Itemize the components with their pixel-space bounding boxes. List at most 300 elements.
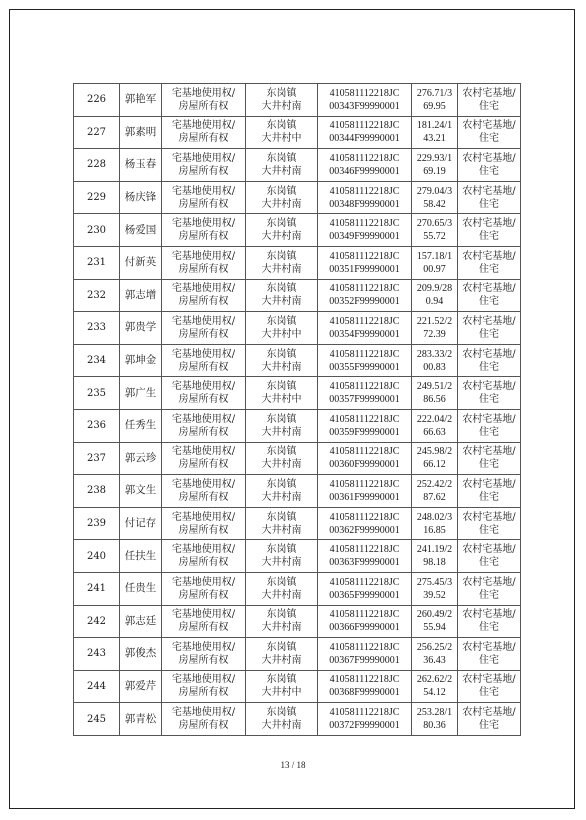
unit-code-cell [318, 116, 412, 149]
area-line: 260.49/2 [416, 609, 453, 621]
location-line: 东岗镇 [266, 250, 297, 262]
unit-code-line: 410581112218JC [329, 348, 400, 360]
right-type-cell [162, 246, 246, 279]
usage-line: 住宅 [479, 654, 499, 666]
location-line: 大井村南 [261, 100, 302, 112]
area-line: 55.72 [423, 231, 446, 243]
unit-code-line: 410581112218JC [329, 87, 400, 99]
usage-line: 住宅 [479, 361, 499, 373]
usage-cell [458, 670, 521, 703]
location-line: 大井村中 [261, 394, 302, 406]
usage-line: 住宅 [479, 100, 499, 112]
area-line: 283.33/2 [416, 348, 453, 360]
unit-code-line: 00365F99990001 [329, 589, 400, 601]
location-line: 东岗镇 [266, 348, 297, 360]
area-cell [412, 246, 458, 279]
unit-code-line: 410581112218JC [329, 413, 400, 425]
right-type-line: 宅基地使用权/ [171, 511, 236, 523]
area-line: 0.94 [425, 296, 444, 308]
usage-cell [458, 409, 521, 442]
right-type-line: 宅基地使用权/ [171, 544, 236, 556]
location-line: 东岗镇 [266, 674, 297, 686]
right-type-line: 宅基地使用权/ [171, 152, 236, 164]
owner-name-cell: 任扶生 [120, 540, 162, 573]
area-line: 66.63 [423, 426, 446, 438]
usage-cell [458, 507, 521, 540]
owner-name-cell: 郭贵学 [120, 312, 162, 345]
owner-name-cell: 任贵生 [120, 572, 162, 605]
location-cell [246, 312, 318, 345]
usage-line: 住宅 [479, 557, 499, 569]
area-line: 252.42/2 [416, 478, 453, 490]
usage-cell [458, 442, 521, 475]
serial-number-cell: 230 [74, 214, 120, 247]
unit-code-line: 00359F99990001 [329, 426, 400, 438]
table-row [74, 638, 521, 671]
location-cell [246, 540, 318, 573]
right-type-line: 宅基地使用权/ [171, 315, 236, 327]
location-line: 大井村南 [261, 426, 302, 438]
usage-cell [458, 246, 521, 279]
usage-line: 农村宅基地/ [462, 87, 516, 99]
location-line: 大井村南 [261, 589, 302, 601]
unit-code-line: 00362F99990001 [329, 524, 400, 536]
location-line: 东岗镇 [266, 609, 297, 621]
unit-code-line: 410581112218JC [329, 641, 400, 653]
usage-cell [458, 572, 521, 605]
owner-name-cell: 郭青松 [120, 703, 162, 736]
unit-code-cell [318, 442, 412, 475]
serial-number-cell: 231 [74, 246, 120, 279]
location-cell [246, 181, 318, 214]
usage-line: 住宅 [479, 165, 499, 177]
usage-line: 农村宅基地/ [462, 609, 516, 621]
location-line: 东岗镇 [266, 283, 297, 295]
usage-line: 农村宅基地/ [462, 707, 516, 719]
right-type-cell [162, 540, 246, 573]
unit-code-cell [318, 605, 412, 638]
area-cell [412, 214, 458, 247]
location-cell [246, 409, 318, 442]
area-line: 98.18 [423, 557, 446, 569]
table-row [74, 572, 521, 605]
area-line: 86.56 [423, 394, 446, 406]
right-type-line: 房屋所有权 [178, 165, 229, 177]
unit-code-line: 00366F99990001 [329, 622, 400, 634]
usage-line: 住宅 [479, 328, 499, 340]
serial-number-cell: 227 [74, 116, 120, 149]
table-row [74, 475, 521, 508]
usage-line: 住宅 [479, 720, 499, 732]
location-cell [246, 279, 318, 312]
right-type-cell [162, 84, 246, 117]
serial-number-cell: 244 [74, 670, 120, 703]
area-cell [412, 377, 458, 410]
location-line: 大井村南 [261, 296, 302, 308]
area-line: 157.18/1 [416, 250, 453, 262]
location-line: 大井村南 [261, 459, 302, 471]
table-row [74, 312, 521, 345]
unit-code-line: 410581112218JC [329, 511, 400, 523]
unit-code-cell [318, 409, 412, 442]
usage-line: 住宅 [479, 491, 499, 503]
usage-line: 住宅 [479, 622, 499, 634]
usage-cell [458, 703, 521, 736]
serial-number-cell: 238 [74, 475, 120, 508]
area-cell [412, 475, 458, 508]
serial-number-cell: 237 [74, 442, 120, 475]
area-line: 16.85 [423, 524, 446, 536]
owner-name-cell: 付新英 [120, 246, 162, 279]
unit-code-line: 410581112218JC [329, 576, 400, 588]
area-cell [412, 312, 458, 345]
owner-name-cell: 郭坤金 [120, 344, 162, 377]
area-cell [412, 605, 458, 638]
right-type-cell [162, 605, 246, 638]
table-row [74, 84, 521, 117]
unit-code-cell [318, 214, 412, 247]
area-line: 00.97 [423, 263, 446, 275]
usage-line: 农村宅基地/ [462, 152, 516, 164]
location-line: 东岗镇 [266, 152, 297, 164]
unit-code-cell [318, 279, 412, 312]
right-type-line: 房屋所有权 [178, 296, 229, 308]
location-line: 东岗镇 [266, 87, 297, 99]
unit-code-cell [318, 181, 412, 214]
unit-code-line: 410581112218JC [329, 218, 400, 230]
location-line: 大井村南 [261, 198, 302, 210]
right-type-line: 宅基地使用权/ [171, 674, 236, 686]
table-row [74, 670, 521, 703]
unit-code-cell [318, 572, 412, 605]
usage-cell [458, 181, 521, 214]
right-type-line: 房屋所有权 [178, 263, 229, 275]
table-row [74, 344, 521, 377]
location-line: 东岗镇 [266, 478, 297, 490]
serial-number-cell: 226 [74, 84, 120, 117]
right-type-line: 房屋所有权 [178, 557, 229, 569]
location-cell [246, 442, 318, 475]
usage-line: 住宅 [479, 687, 499, 699]
table-row [74, 116, 521, 149]
area-cell [412, 181, 458, 214]
right-type-cell [162, 442, 246, 475]
usage-line: 农村宅基地/ [462, 250, 516, 262]
right-type-line: 宅基地使用权/ [171, 218, 236, 230]
usage-line: 住宅 [479, 426, 499, 438]
usage-line: 住宅 [479, 198, 499, 210]
area-line: 00.83 [423, 361, 446, 373]
area-line: 241.19/2 [416, 544, 453, 556]
location-cell [246, 670, 318, 703]
usage-line: 农村宅基地/ [462, 576, 516, 588]
area-line: 275.45/3 [416, 576, 453, 588]
table-row [74, 605, 521, 638]
area-line: 253.28/1 [416, 707, 453, 719]
table-body [74, 84, 521, 736]
right-type-line: 房屋所有权 [178, 720, 229, 732]
unit-code-line: 410581112218JC [329, 250, 400, 262]
table-row [74, 279, 521, 312]
area-line: 262.62/2 [416, 674, 453, 686]
unit-code-line: 00352F99990001 [329, 296, 400, 308]
owner-name-cell: 郭文生 [120, 475, 162, 508]
usage-line: 农村宅基地/ [462, 185, 516, 197]
usage-line: 农村宅基地/ [462, 641, 516, 653]
unit-code-cell [318, 507, 412, 540]
serial-number-cell: 236 [74, 409, 120, 442]
area-cell [412, 507, 458, 540]
owner-name-cell: 郭艳军 [120, 84, 162, 117]
usage-line: 住宅 [479, 296, 499, 308]
right-type-line: 宅基地使用权/ [171, 250, 236, 262]
location-line: 大井村南 [261, 491, 302, 503]
unit-code-line: 410581112218JC [329, 152, 400, 164]
area-cell [412, 703, 458, 736]
right-type-line: 房屋所有权 [178, 231, 229, 243]
owner-name-cell: 付记存 [120, 507, 162, 540]
unit-code-line: 410581112218JC [329, 446, 400, 458]
usage-cell [458, 377, 521, 410]
area-line: 69.95 [423, 100, 446, 112]
location-line: 大井村南 [261, 622, 302, 634]
location-line: 大井村南 [261, 524, 302, 536]
area-line: 249.51/2 [416, 381, 453, 393]
unit-code-cell [318, 377, 412, 410]
area-line: 36.43 [423, 654, 446, 666]
location-line: 东岗镇 [266, 120, 297, 132]
location-cell [246, 344, 318, 377]
unit-code-line: 410581112218JC [329, 185, 400, 197]
right-type-line: 房屋所有权 [178, 361, 229, 373]
owner-name-cell: 杨庆锋 [120, 181, 162, 214]
location-line: 大井村南 [261, 557, 302, 569]
area-line: 87.62 [423, 491, 446, 503]
location-line: 大井村南 [261, 654, 302, 666]
owner-name-cell: 杨玉春 [120, 149, 162, 182]
right-type-line: 房屋所有权 [178, 100, 229, 112]
usage-line: 住宅 [479, 459, 499, 471]
location-line: 大井村南 [261, 720, 302, 732]
right-type-cell [162, 507, 246, 540]
serial-number-cell: 240 [74, 540, 120, 573]
right-type-line: 宅基地使用权/ [171, 707, 236, 719]
owner-name-cell: 任秀生 [120, 409, 162, 442]
area-cell [412, 670, 458, 703]
usage-line: 住宅 [479, 589, 499, 601]
area-cell [412, 344, 458, 377]
unit-code-line: 410581112218JC [329, 674, 400, 686]
area-line: 248.02/3 [416, 511, 453, 523]
area-cell [412, 442, 458, 475]
document-page [9, 9, 575, 809]
location-cell [246, 84, 318, 117]
unit-code-line: 410581112218JC [329, 707, 400, 719]
right-type-line: 宅基地使用权/ [171, 576, 236, 588]
right-type-line: 房屋所有权 [178, 589, 229, 601]
unit-code-cell [318, 540, 412, 573]
table-row [74, 214, 521, 247]
location-line: 东岗镇 [266, 381, 297, 393]
unit-code-cell [318, 670, 412, 703]
area-line: 256.25/2 [416, 641, 453, 653]
area-line: 209.9/28 [416, 283, 453, 295]
right-type-line: 房屋所有权 [178, 328, 229, 340]
usage-cell [458, 475, 521, 508]
usage-line: 农村宅基地/ [462, 478, 516, 490]
right-type-line: 房屋所有权 [178, 687, 229, 699]
owner-name-cell: 郭志廷 [120, 605, 162, 638]
unit-code-line: 00351F99990001 [329, 263, 400, 275]
unit-code-line: 410581112218JC [329, 283, 400, 295]
unit-code-cell [318, 703, 412, 736]
unit-code-cell [318, 312, 412, 345]
right-type-cell [162, 344, 246, 377]
area-line: 69.19 [423, 165, 446, 177]
usage-line: 住宅 [479, 133, 499, 145]
right-type-line: 宅基地使用权/ [171, 87, 236, 99]
right-type-line: 房屋所有权 [178, 133, 229, 145]
right-type-cell [162, 703, 246, 736]
right-type-line: 房屋所有权 [178, 622, 229, 634]
area-line: 58.42 [423, 198, 446, 210]
area-cell [412, 540, 458, 573]
right-type-line: 宅基地使用权/ [171, 641, 236, 653]
unit-code-line: 00343F99990001 [329, 100, 400, 112]
usage-line: 农村宅基地/ [462, 381, 516, 393]
area-line: 245.98/2 [416, 446, 453, 458]
owner-name-cell: 郭广生 [120, 377, 162, 410]
right-type-cell [162, 279, 246, 312]
location-cell [246, 703, 318, 736]
right-type-line: 宅基地使用权/ [171, 185, 236, 197]
serial-number-cell: 233 [74, 312, 120, 345]
right-type-cell [162, 572, 246, 605]
right-type-line: 宅基地使用权/ [171, 609, 236, 621]
location-line: 东岗镇 [266, 218, 297, 230]
location-line: 东岗镇 [266, 576, 297, 588]
area-line: 43.21 [423, 133, 446, 145]
unit-code-line: 00354F99990001 [329, 328, 400, 340]
unit-code-line: 00349F99990001 [329, 231, 400, 243]
location-cell [246, 475, 318, 508]
right-type-line: 房屋所有权 [178, 426, 229, 438]
location-cell [246, 507, 318, 540]
area-line: 221.52/2 [416, 315, 453, 327]
area-line: 181.24/1 [416, 120, 453, 132]
usage-line: 住宅 [479, 524, 499, 536]
area-line: 55.94 [423, 622, 446, 634]
right-type-cell [162, 149, 246, 182]
right-type-line: 房屋所有权 [178, 524, 229, 536]
owner-name-cell: 郭俊杰 [120, 638, 162, 671]
location-line: 东岗镇 [266, 185, 297, 197]
location-line: 东岗镇 [266, 315, 297, 327]
table-row [74, 377, 521, 410]
unit-code-cell [318, 638, 412, 671]
unit-code-line: 00357F99990001 [329, 394, 400, 406]
unit-code-cell [318, 149, 412, 182]
right-type-line: 宅基地使用权/ [171, 478, 236, 490]
location-cell [246, 572, 318, 605]
usage-line: 农村宅基地/ [462, 413, 516, 425]
usage-line: 农村宅基地/ [462, 446, 516, 458]
unit-code-line: 410581112218JC [329, 478, 400, 490]
area-line: 54.12 [423, 687, 446, 699]
location-cell [246, 149, 318, 182]
usage-cell [458, 344, 521, 377]
right-type-cell [162, 638, 246, 671]
unit-code-line: 00360F99990001 [329, 459, 400, 471]
unit-code-line: 00346F99990001 [329, 165, 400, 177]
right-type-line: 房屋所有权 [178, 459, 229, 471]
area-line: 80.36 [423, 720, 446, 732]
usage-cell [458, 214, 521, 247]
table-row [74, 409, 521, 442]
location-cell [246, 246, 318, 279]
right-type-cell [162, 312, 246, 345]
serial-number-cell: 239 [74, 507, 120, 540]
serial-number-cell: 234 [74, 344, 120, 377]
unit-code-line: 00372F99990001 [329, 720, 400, 732]
right-type-line: 房屋所有权 [178, 198, 229, 210]
unit-code-line: 410581112218JC [329, 609, 400, 621]
unit-code-cell [318, 246, 412, 279]
table-row [74, 442, 521, 475]
usage-line: 住宅 [479, 231, 499, 243]
usage-line: 住宅 [479, 394, 499, 406]
table-row [74, 540, 521, 573]
unit-code-line: 00363F99990001 [329, 557, 400, 569]
usage-cell [458, 605, 521, 638]
unit-code-cell [318, 344, 412, 377]
usage-cell [458, 84, 521, 117]
right-type-line: 房屋所有权 [178, 394, 229, 406]
right-type-line: 房屋所有权 [178, 654, 229, 666]
owner-name-cell: 郭志增 [120, 279, 162, 312]
unit-code-cell [318, 84, 412, 117]
area-cell [412, 638, 458, 671]
table-row [74, 149, 521, 182]
location-line: 大井村中 [261, 133, 302, 145]
usage-line: 农村宅基地/ [462, 120, 516, 132]
area-cell [412, 279, 458, 312]
right-type-cell [162, 116, 246, 149]
right-type-line: 宅基地使用权/ [171, 120, 236, 132]
table-row [74, 703, 521, 736]
serial-number-cell: 245 [74, 703, 120, 736]
owner-name-cell: 郭爱芹 [120, 670, 162, 703]
usage-cell [458, 312, 521, 345]
usage-line: 农村宅基地/ [462, 348, 516, 360]
area-line: 66.12 [423, 459, 446, 471]
area-line: 229.93/1 [416, 152, 453, 164]
location-line: 东岗镇 [266, 511, 297, 523]
serial-number-cell: 243 [74, 638, 120, 671]
owner-name-cell: 杨爱国 [120, 214, 162, 247]
area-line: 39.52 [423, 589, 446, 601]
serial-number-cell: 242 [74, 605, 120, 638]
unit-code-line: 00361F99990001 [329, 491, 400, 503]
location-cell [246, 605, 318, 638]
usage-line: 农村宅基地/ [462, 511, 516, 523]
unit-code-line: 00348F99990001 [329, 198, 400, 210]
owner-name-cell: 郭素明 [120, 116, 162, 149]
owner-name-cell: 郭云珍 [120, 442, 162, 475]
right-type-cell [162, 475, 246, 508]
registration-table [73, 83, 521, 736]
usage-cell [458, 279, 521, 312]
